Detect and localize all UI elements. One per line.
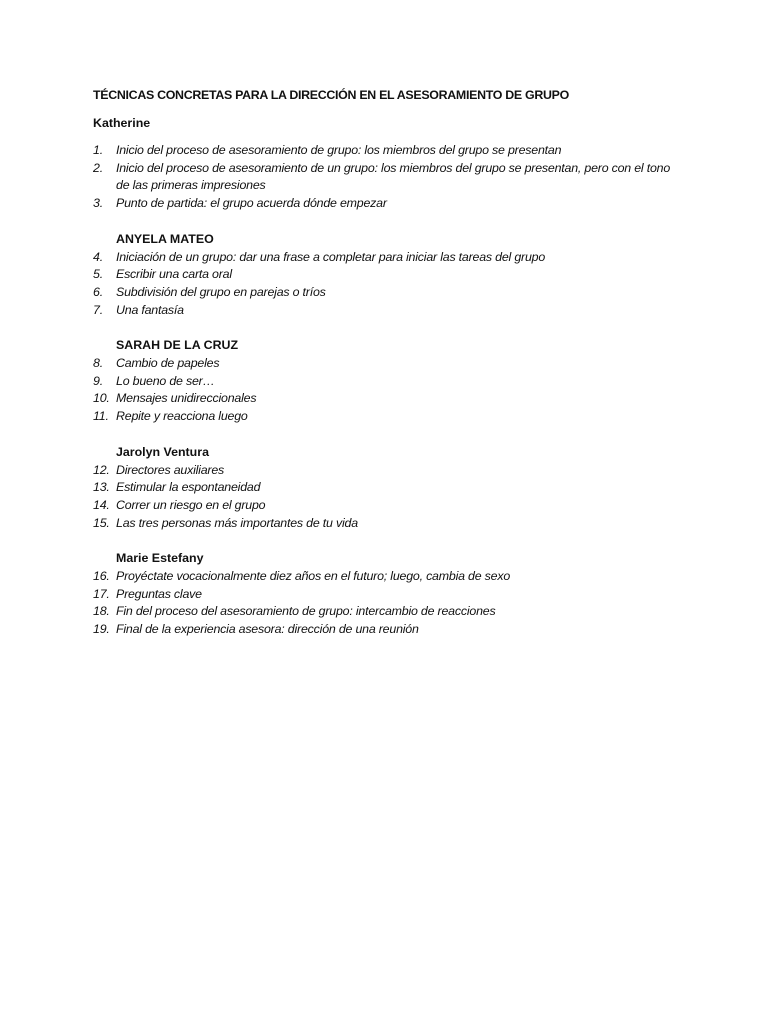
technique-number: 8. xyxy=(93,356,103,371)
technique-item xyxy=(93,373,693,391)
technique-number: 3. xyxy=(93,196,103,211)
technique-list xyxy=(93,568,693,639)
technique-number: 13. xyxy=(93,480,110,495)
technique-list xyxy=(93,142,693,213)
technique-number: 14. xyxy=(93,497,110,512)
technique-number: 1. xyxy=(93,143,103,157)
technique-number: 6. xyxy=(93,284,103,299)
group-presenter-name: ANYELA MATEO xyxy=(116,231,214,246)
technique-text: Preguntas clave xyxy=(116,586,202,601)
technique-text: Directores auxiliares xyxy=(116,462,225,477)
technique-text: Inicio del proceso de asesoramiento de un grupo: los miembros del grupo se presentan, pero con el tono de las primeras impresiones xyxy=(116,160,671,193)
group-presenter-name: Katherine xyxy=(93,116,151,130)
technique-text: Iniciación de un grupo: dar una frase a completar para iniciar las tareas del grupo xyxy=(116,249,546,264)
technique-item xyxy=(93,249,693,267)
technique-number: 10. xyxy=(93,391,110,406)
group-section xyxy=(93,550,693,639)
technique-item xyxy=(93,497,693,515)
technique-number: 5. xyxy=(93,267,103,282)
technique-text: Mensajes unidireccionales xyxy=(116,391,257,406)
technique-text: Proyéctate vocacionalmente diez años en el futuro; luego, cambia de sexo xyxy=(116,569,511,584)
technique-number: 12. xyxy=(93,462,110,477)
group-section xyxy=(93,115,693,213)
technique-text: Escribir una carta oral xyxy=(116,267,232,282)
technique-item xyxy=(93,355,693,373)
technique-item xyxy=(93,568,693,586)
technique-item xyxy=(93,142,693,160)
technique-list xyxy=(93,355,693,426)
technique-text: Una fantasía xyxy=(116,302,184,317)
technique-number: 19. xyxy=(93,622,110,637)
technique-list xyxy=(93,462,693,533)
technique-text: Fin del proceso del asesoramiento de grupo: intercambio de reacciones xyxy=(116,604,496,619)
technique-item xyxy=(93,603,693,621)
group-section xyxy=(93,444,693,533)
technique-number: 15. xyxy=(93,515,110,530)
technique-item xyxy=(93,284,693,302)
group-section xyxy=(93,337,693,426)
technique-list xyxy=(93,249,693,320)
technique-number: 16. xyxy=(93,569,110,584)
technique-item xyxy=(93,160,693,195)
group-presenter-name: Marie Estefany xyxy=(116,551,204,566)
technique-groups xyxy=(93,115,693,639)
technique-item xyxy=(93,408,693,426)
technique-item xyxy=(93,266,693,284)
technique-item xyxy=(93,390,693,408)
group-presenter-name: Jarolyn Ventura xyxy=(116,444,209,459)
technique-text: Correr un riesgo en el grupo xyxy=(116,497,266,512)
technique-item xyxy=(93,621,693,639)
technique-number: 18. xyxy=(93,604,110,619)
document-body xyxy=(93,87,693,639)
technique-text: Punto de partida: el grupo acuerda dónde empezar xyxy=(116,196,387,211)
technique-number: 9. xyxy=(93,373,103,388)
technique-text: Cambio de papeles xyxy=(116,356,220,371)
technique-item xyxy=(93,479,693,497)
technique-item xyxy=(93,462,693,480)
technique-text: Las tres personas más importantes de tu vida xyxy=(116,515,358,530)
technique-number: 2. xyxy=(93,160,103,175)
document-title: TÉCNICAS CONCRETAS PARA LA DIRECCIÓN EN EL ASESORAMIENTO DE GRUPO xyxy=(93,88,569,102)
technique-text: Inicio del proceso de asesoramiento de grupo: los miembros del grupo se presentan xyxy=(116,143,562,157)
technique-text: Lo bueno de ser… xyxy=(116,373,215,388)
technique-number: 11. xyxy=(93,409,109,424)
technique-number: 4. xyxy=(93,249,103,264)
technique-item xyxy=(93,195,693,213)
technique-text: Final de la experiencia asesora: dirección de una reunión xyxy=(116,622,419,637)
group-section xyxy=(93,231,693,320)
technique-number: 7. xyxy=(93,302,103,317)
technique-text: Subdivisión del grupo en parejas o tríos xyxy=(116,284,326,299)
technique-item xyxy=(93,586,693,604)
technique-number: 17. xyxy=(93,586,110,601)
group-presenter-name: SARAH DE LA CRUZ xyxy=(116,338,239,353)
technique-item xyxy=(93,515,693,533)
technique-text: Estimular la espontaneidad xyxy=(116,480,261,495)
technique-text: Repite y reacciona luego xyxy=(116,409,248,424)
technique-item xyxy=(93,302,693,320)
